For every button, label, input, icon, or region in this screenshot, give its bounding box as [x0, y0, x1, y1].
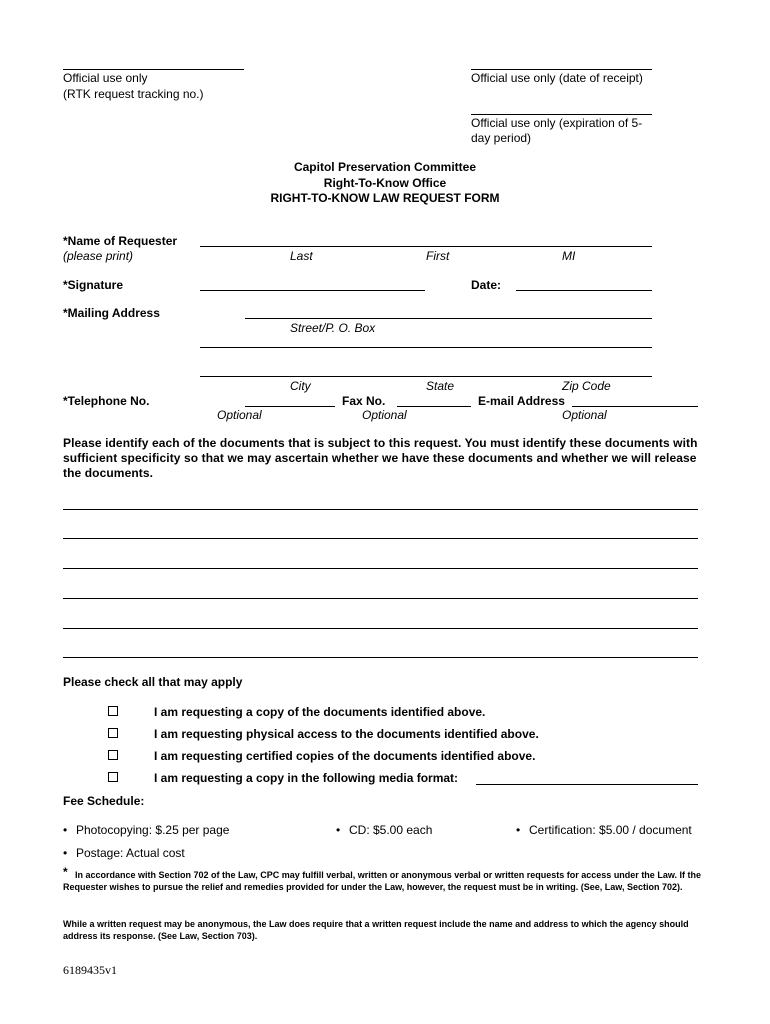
fax-optional-hint: Optional: [362, 408, 407, 422]
name-input-line[interactable]: [200, 246, 652, 247]
check-all-heading: Please check all that may apply: [63, 675, 243, 689]
bullet: •: [63, 823, 68, 837]
receipt-date-line[interactable]: [471, 69, 652, 70]
telephone-line[interactable]: [245, 406, 335, 407]
fee-postage: Postage: Actual cost: [76, 846, 185, 860]
telephone-optional-hint: Optional: [217, 408, 262, 422]
mailing-address-label: *Mailing Address: [63, 306, 160, 320]
telephone-label: *Telephone No.: [63, 394, 150, 408]
city-state-zip-line[interactable]: [200, 376, 652, 377]
bullet: •: [63, 846, 68, 860]
footnote-asterisk: *: [63, 865, 68, 879]
identify-documents-instructions: Please identify each of the documents that is subject to this request. You must identify these documents with sufficient specificity so that we may ascertain whether we have these documents and whether we will release the documents.: [63, 436, 698, 480]
receipt-label: Official use only (date of receipt): [471, 71, 643, 85]
expiration-label-2: day period): [471, 131, 532, 145]
fee-certification: Certification: $5.00 / document: [529, 823, 692, 837]
document-line-6[interactable]: [63, 657, 698, 658]
name-last-hint: Last: [290, 249, 313, 263]
signature-label: *Signature: [63, 278, 124, 292]
name-first-hint: First: [426, 249, 450, 263]
certified-copies-option-label: I am requesting certified copies of the documents identified above.: [154, 749, 536, 763]
street-hint: Street/P. O. Box: [290, 321, 376, 335]
email-optional-hint: Optional: [562, 408, 607, 422]
media-format-option-label: I am requesting a copy in the following media format:: [154, 771, 459, 785]
fax-label: Fax No.: [342, 394, 386, 408]
footnote-section-703: While a written request may be anonymous, the Law does require that a written request include the name and address to which the agency should address its response. (See Law, Section 703).: [63, 919, 689, 941]
name-label: *Name of Requester: [63, 234, 178, 248]
date-label: Date:: [471, 278, 502, 292]
document-line-2[interactable]: [63, 538, 698, 539]
fax-line[interactable]: [397, 406, 471, 407]
footnote-section-702-text: In accordance with Section 702 of the Law, CPC may fulfill verbal, written or anonymous verbal or written requests for access under the Law. If the Requester wishes to pursue the relief and remedies provided for under the Law, however, the request must be in writing. (See, Law, Section 702).: [63, 870, 701, 892]
certified-copies-checkbox[interactable]: [108, 750, 118, 760]
name-mi-hint: MI: [562, 249, 576, 263]
copy-option-label: I am requesting a copy of the documents identified above.: [154, 705, 486, 719]
fee-cd: CD: $5.00 each: [349, 823, 433, 837]
state-hint: State: [426, 379, 455, 393]
document-line-3[interactable]: [63, 568, 698, 569]
footnote-section-702: [63, 869, 711, 893]
bullet: •: [336, 823, 341, 837]
fee-photocopying: Photocopying: $.25 per page: [76, 823, 230, 837]
tracking-label-2: (RTK request tracking no.): [63, 87, 204, 101]
name-sublabel: (please print): [63, 249, 134, 263]
city-hint: City: [290, 379, 311, 393]
physical-access-option-label: I am requesting physical access to the documents identified above.: [154, 727, 539, 741]
physical-access-checkbox[interactable]: [108, 728, 118, 738]
document-line-4[interactable]: [63, 598, 698, 599]
media-format-checkbox[interactable]: [108, 772, 118, 782]
document-id: 6189435v1: [63, 963, 117, 977]
expiration-line[interactable]: [471, 114, 652, 115]
email-line[interactable]: [572, 406, 698, 407]
email-label: E-mail Address: [478, 394, 565, 408]
zip-hint: Zip Code: [562, 379, 611, 393]
office-name: Capitol Preservation Committee: [293, 160, 477, 174]
fee-schedule-heading: Fee Schedule:: [63, 794, 145, 808]
office-subname: Right-To-Know Office: [323, 176, 447, 190]
form-title: RIGHT-TO-KNOW LAW REQUEST FORM: [270, 191, 500, 205]
document-line-1[interactable]: [63, 509, 698, 510]
date-line[interactable]: [516, 290, 652, 291]
street-line[interactable]: [245, 318, 652, 319]
copy-checkbox[interactable]: [108, 706, 118, 716]
document-line-5[interactable]: [63, 628, 698, 629]
expiration-label-1: Official use only (expiration of 5-: [471, 116, 643, 130]
media-format-line[interactable]: [476, 784, 698, 785]
tracking-label-1: Official use only: [63, 71, 148, 85]
tracking-number-line[interactable]: [63, 69, 244, 70]
bullet: •: [516, 823, 521, 837]
signature-line[interactable]: [200, 290, 425, 291]
address-line-2[interactable]: [200, 347, 652, 348]
